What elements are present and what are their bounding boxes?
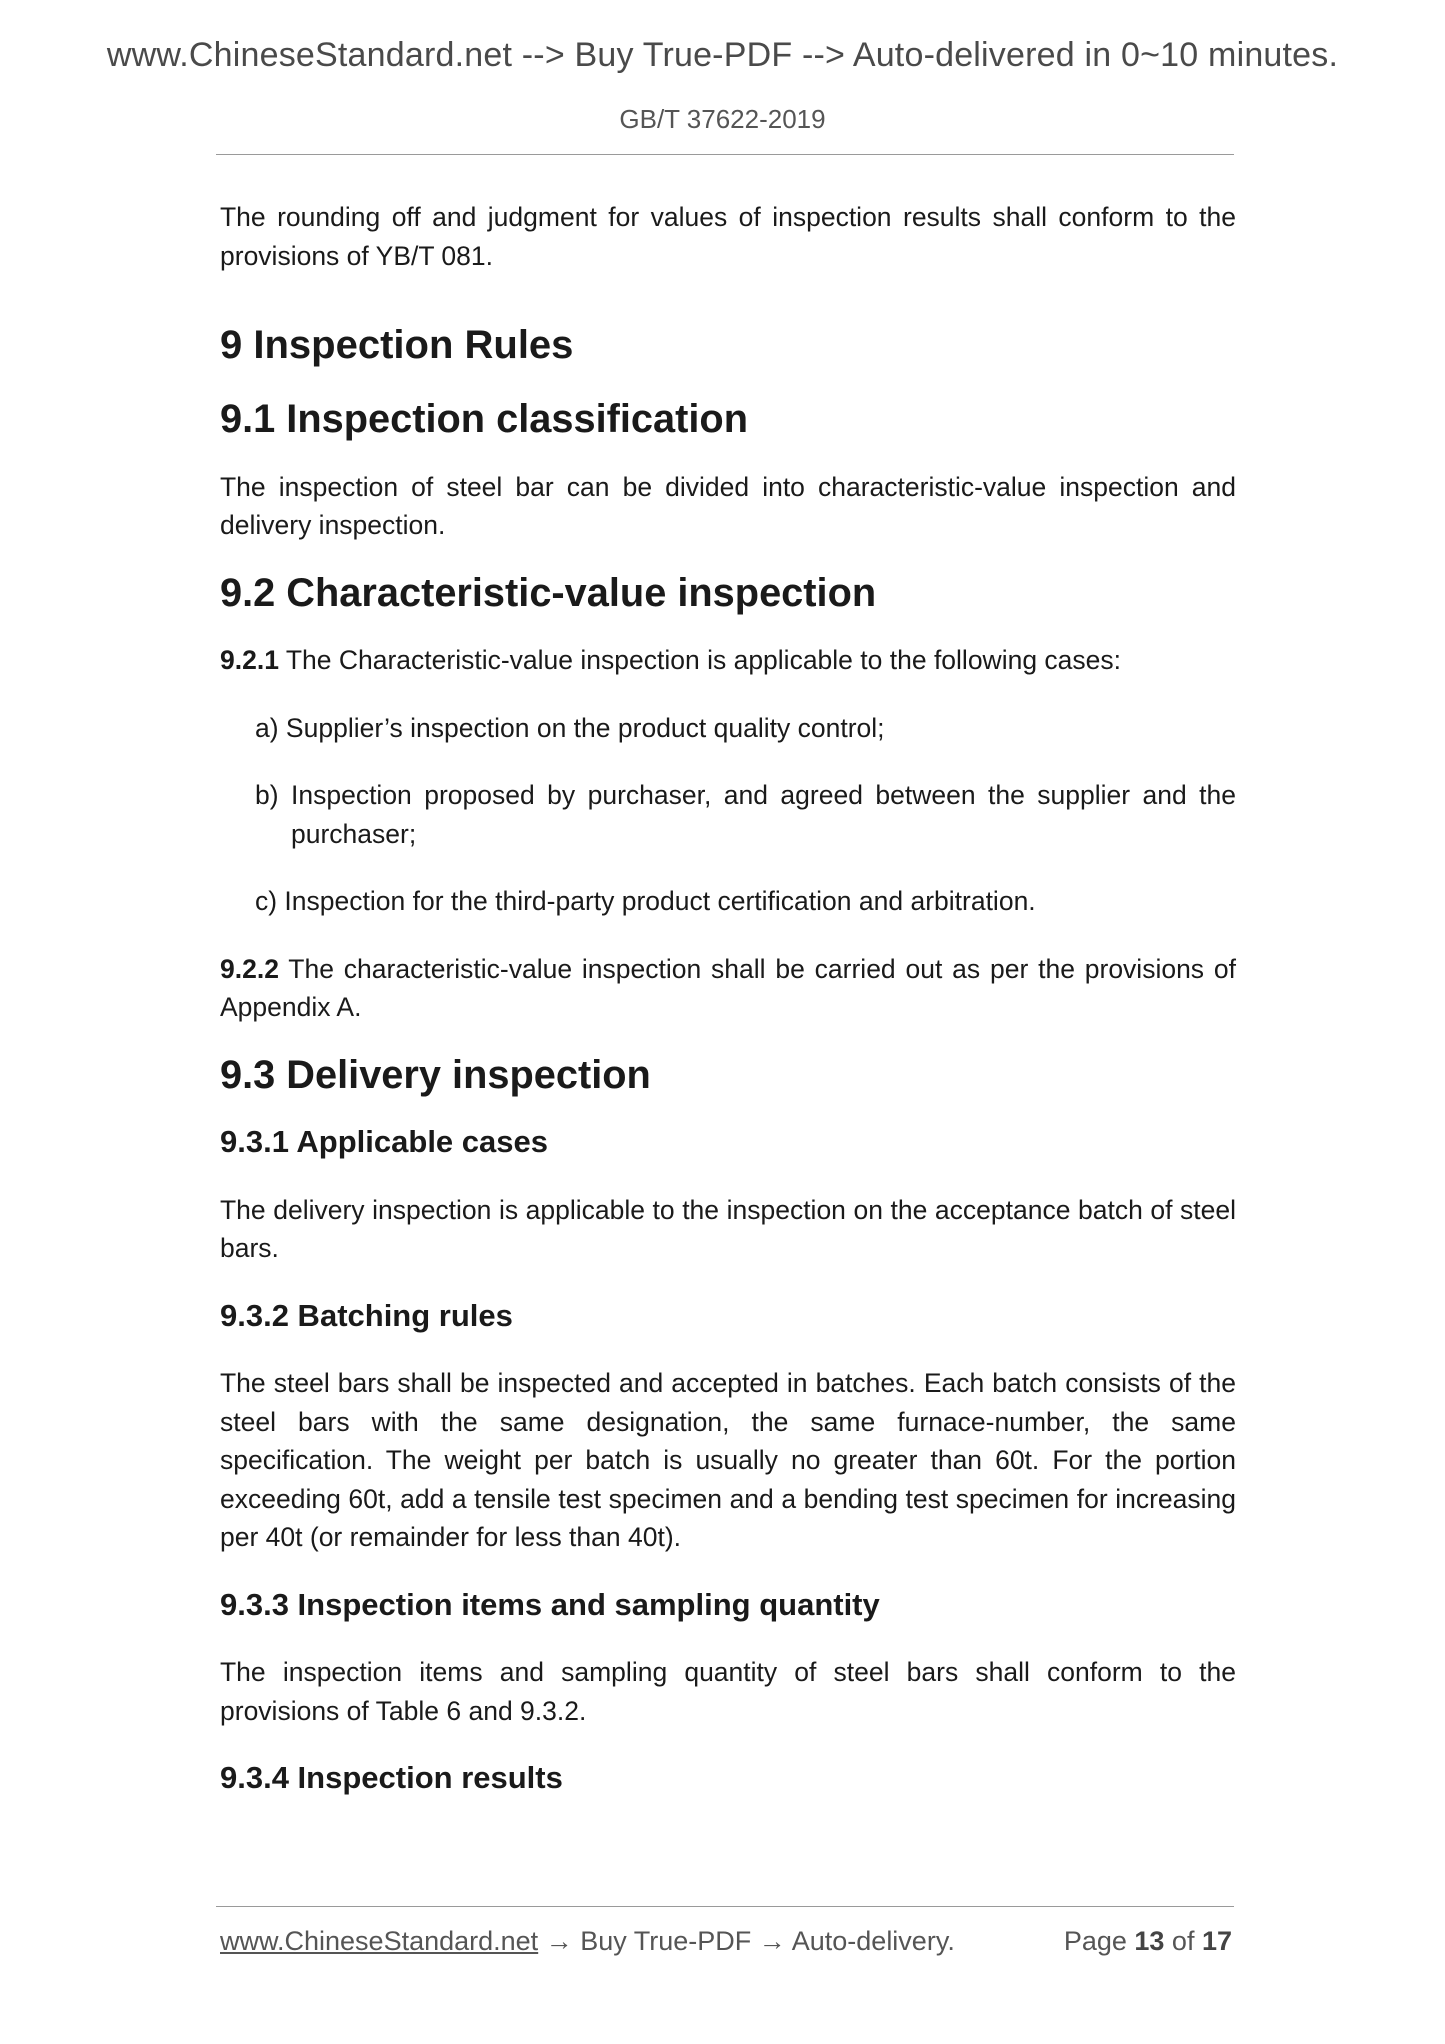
page-indicator — [1064, 1926, 1232, 1957]
heading-9-3-2: 9.3.2 Batching rules — [220, 1297, 513, 1333]
list-item: b) Inspection proposed by purchaser, and agreed between the supplier and the purchaser; — [255, 780, 1236, 849]
footer-divider — [216, 1906, 1234, 1907]
page-content — [220, 198, 1236, 1798]
list-item: a) Supplier’s inspection on the product quality control; — [255, 712, 885, 743]
paragraph-9-3-1: The delivery inspection is applicable to the inspection on the acceptance batch of steel bars. — [220, 1194, 1236, 1263]
paragraph-9-2-2 — [220, 950, 1236, 1027]
page-total: 17 — [1201, 1926, 1232, 1956]
footer-tagline: → Buy True-PDF → Auto-delivery. — [538, 1926, 955, 1956]
heading-9-3-3: 9.3.3 Inspection items and sampling quantity — [220, 1586, 880, 1622]
page-current: 13 — [1134, 1926, 1165, 1956]
heading-9-1: 9.1 Inspection classification — [220, 397, 748, 441]
clause-text-9-2-1: The Characteristic-value inspection is applicable to the following cases: — [278, 645, 1122, 675]
clause-number-9-2-2: 9.2.2 — [220, 953, 279, 984]
top-banner: www.ChineseStandard.net --> Buy True-PDF --> Auto-delivered in 0~10 minutes. — [106, 36, 1339, 74]
footer-link[interactable]: www.ChineseStandard.net — [220, 1926, 539, 1956]
heading-9-3: 9.3 Delivery inspection — [220, 1052, 651, 1097]
heading-9-2: 9.2 Characteristic-value inspection — [220, 570, 877, 615]
paragraph-9-2-1 — [220, 641, 1236, 680]
paragraph-9-3-2: The steel bars shall be inspected and accepted in batches. Each batch consists of the steel bars with the same designation, the same furnace-number, the same specification. The weight per batch is usually no greater than 60t. For the portion exceeding 60t, add a tensile test specimen and a bending test specimen for increasing per 40t (or remainder for less than 40t). — [220, 1368, 1236, 1552]
standard-code: GB/T 37622-2019 — [619, 104, 826, 134]
header-divider — [216, 154, 1234, 155]
of-label: of — [1164, 1926, 1202, 1956]
heading-9-3-4: 9.3.4 Inspection results — [220, 1760, 563, 1795]
paragraph-9-3-3: The inspection items and sampling quantity of steel bars shall conform to the provisions of Table 6 and 9.3.2. — [220, 1657, 1236, 1726]
clause-text-9-2-2: The characteristic-value inspection shall be carried out as per the provisions of Appendix A. — [220, 953, 1236, 1022]
paragraph-9-1: The inspection of steel bar can be divided into characteristic-value inspection and delivery inspection. — [220, 471, 1236, 540]
page-label: Page — [1063, 1926, 1135, 1956]
clause-number-9-2-1: 9.2.1 — [220, 645, 279, 675]
section-title: 9 Inspection Rules — [220, 323, 574, 367]
intro-paragraph: The rounding off and judgment for values of inspection results shall conform to the provisions of YB/T 081. — [220, 202, 1236, 271]
list-item: c) Inspection for the third-party product certification and arbitration. — [255, 886, 1036, 916]
heading-9-3-1: 9.3.1 Applicable cases — [220, 1124, 548, 1159]
page-footer — [220, 1926, 1232, 1957]
